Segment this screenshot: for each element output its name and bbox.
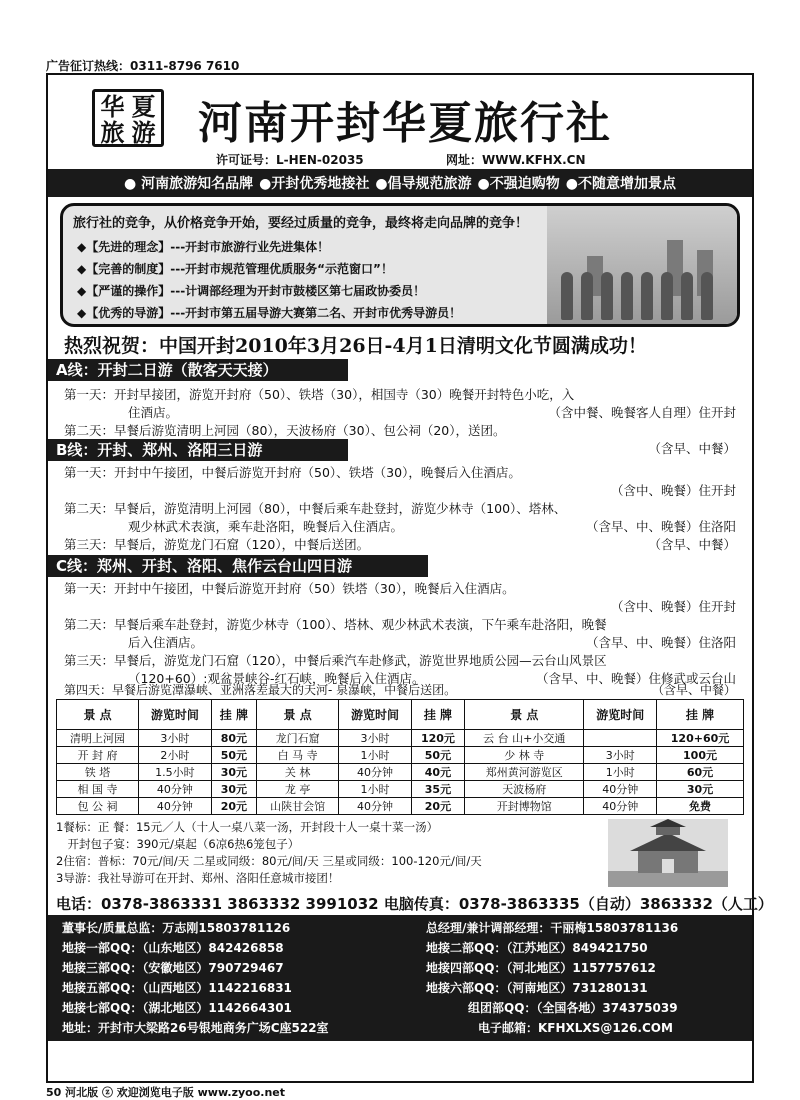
- table-header: 挂 牌: [411, 700, 464, 730]
- table-row: [57, 730, 744, 747]
- table-row: [57, 798, 744, 815]
- note-meals-cont: 开封包子宴：390元/桌起（6凉6热6笼包子）: [56, 837, 300, 851]
- route-b-day1: 第一天：开封中午接团，中餐后游览开封府（50）、铁塔（30），晚餐后入住酒店。: [64, 465, 521, 480]
- seal-char: 夏: [131, 92, 156, 121]
- table-cell: 40分钟: [339, 764, 412, 781]
- table-cell: 包 公 祠: [57, 798, 139, 815]
- route-c-day1-meals: （含中、晚餐）住开封: [610, 599, 736, 614]
- table-cell: 山陕甘会馆: [257, 798, 339, 815]
- seal-char: 旅: [100, 118, 125, 147]
- table-cell: 关 林: [257, 764, 339, 781]
- celebration-headline: 热烈祝贺：中国开封2010年3月26日-4月1日清明文化节圆满成功！: [64, 335, 647, 357]
- contact-left: 地接五部QQ：（山西地区）1142216831: [62, 981, 292, 995]
- agency-name: 河南开封华夏旅行社: [198, 98, 612, 149]
- table-cell: [584, 730, 657, 747]
- route-b-day3: 第三天：早餐后，游览龙门石窟（120），中餐后送团。: [64, 537, 370, 552]
- table-cell: 120元: [411, 730, 464, 747]
- header: [48, 75, 752, 167]
- table-header: 游览时间: [584, 700, 657, 730]
- route-b-title: B线：开封、郑州、洛阳三日游: [48, 439, 348, 461]
- motto: 旅行社的竞争，从价格竞争开始，要经过质量的竞争，最终将走向品牌的竞争！: [73, 216, 529, 231]
- table-cell: 1.5小时: [139, 764, 212, 781]
- advertisement: [46, 73, 773, 1083]
- route-a-day2-meals: （含早、中餐）: [648, 441, 736, 456]
- route-c-day3-cont: （120+60）:观盆景峡谷-红石峡，晚餐后入住酒店。: [128, 671, 425, 686]
- table-cell: 40分钟: [584, 781, 657, 798]
- table-header: 游览时间: [139, 700, 212, 730]
- page-footer: 50 河北版 ⓩ 欢迎浏览电子版 www.zyoo.net: [46, 1086, 286, 1099]
- table-header: 景 点: [257, 700, 339, 730]
- table-cell: 1小时: [339, 747, 412, 764]
- table-cell: 天波杨府: [465, 781, 584, 798]
- table-header: 挂 牌: [657, 700, 744, 730]
- feature-banner: [48, 169, 752, 197]
- table-header: 挂 牌: [211, 700, 256, 730]
- route-c-day2: 第二天：早餐后乘车赴登封，游览少林寺（100）、塔林、观少林武术表演，下午乘车赴洛阳，晚餐: [64, 617, 607, 632]
- table-cell: 30元: [657, 781, 744, 798]
- route-c-day2-cont: 后入住酒店。: [128, 635, 204, 650]
- table-cell: 50元: [411, 747, 464, 764]
- table-header-row: [57, 700, 744, 730]
- table-cell: 清明上河园: [57, 730, 139, 747]
- table-cell: 龙门石窟: [257, 730, 339, 747]
- feature: ●倡导规范旅游: [375, 176, 472, 192]
- table-cell: 40分钟: [139, 798, 212, 815]
- table-cell: 郑州黄河游览区: [465, 764, 584, 781]
- table-cell: 2小时: [139, 747, 212, 764]
- table-cell: 20元: [411, 798, 464, 815]
- table-cell: 20元: [211, 798, 256, 815]
- table-cell: 云 台 山+小交通: [465, 730, 584, 747]
- notes: [56, 819, 482, 887]
- table-header: 景 点: [57, 700, 139, 730]
- route-c-title: C线：郑州、开封、洛阳、焦作云台山四日游: [48, 555, 428, 577]
- honor-row: ◆【严谨的操作】---计调部经理为开封市鼓楼区第七届政协委员！: [77, 284, 426, 298]
- contact-left: 地接三部QQ：（安徽地区）790729467: [62, 961, 284, 975]
- table-cell: 相 国 寺: [57, 781, 139, 798]
- route-b-day2-meals: （含早、中、晚餐）住洛阳: [585, 519, 736, 534]
- license-number: 许可证号：L-HEN-02035: [216, 153, 364, 167]
- route-a-title: A线：开封二日游（散客天天接）: [48, 359, 348, 381]
- feature: ●开封优秀地接社: [259, 176, 370, 192]
- contact-left: 地接一部QQ：（山东地区）842426858: [62, 941, 284, 955]
- contact-right: 地接六部QQ：（河南地区）731280131: [426, 981, 648, 995]
- table-cell: 少 林 寺: [465, 747, 584, 764]
- contact-right: 组团部QQ：（全国各地）374375039: [468, 1001, 678, 1015]
- note-meals: 1餐标：正 餐：15元／人（十人一桌八菜一汤，开封段十人一桌十菜一汤）: [56, 820, 439, 834]
- route-a-day1-cont: 住酒店。: [128, 405, 179, 420]
- contact-left: 地接七部QQ：（湖北地区）1142664301: [62, 1001, 292, 1015]
- table-cell: 3小时: [339, 730, 412, 747]
- website[interactable]: 网址：WWW.KFHX.CN: [446, 153, 586, 167]
- table-header: 景 点: [465, 700, 584, 730]
- table-header: 游览时间: [339, 700, 412, 730]
- route-b-day2-cont: 观少林武术表演，乘车赴洛阳，晚餐后入住酒店。: [128, 519, 404, 534]
- table-cell: 40元: [411, 764, 464, 781]
- contact-right: 地接二部QQ：（江苏地区）849421750: [426, 941, 648, 955]
- attractions-table: [56, 699, 744, 815]
- table-row: [57, 781, 744, 798]
- table-cell: 3小时: [584, 747, 657, 764]
- table-cell: 80元: [211, 730, 256, 747]
- route-a-day2: 第二天：早餐后游览清明上河园（80），天波杨府（30）、包公祠（20），送团。: [64, 423, 506, 438]
- note-lodging: 2住宿：普标：70元/间/天 二星或同级：80元/间/天 三星或同级：100-120元/间/天: [56, 854, 482, 868]
- table-cell: 白 马 寺: [257, 747, 339, 764]
- table-row: [57, 764, 744, 781]
- honor-row: ◆【优秀的导游】---开封市第五届导游大赛第二名、开封市优秀导游员！: [77, 306, 462, 320]
- note-guide: 3导游：我社导游可在开封、郑州、洛阳任意城市接团！: [56, 871, 340, 885]
- honor-row: ◆【完善的制度】---开封市规范管理优质服务“示范窗口”！: [77, 262, 393, 276]
- table-cell: 120+60元: [657, 730, 744, 747]
- table-cell: 40分钟: [139, 781, 212, 798]
- route-a-day1: 第一天：开封早接团，游览开封府（50）、铁塔（30），相国寺（30）晚餐开封特色小吃，入: [64, 387, 575, 402]
- feature: ●不随意增加景点: [565, 176, 676, 192]
- route-b-day1-meals: （含中、晚餐）住开封: [610, 483, 736, 498]
- table-cell: 龙 亭: [257, 781, 339, 798]
- table-cell: 3小时: [139, 730, 212, 747]
- staff-photo: [547, 206, 737, 326]
- phone-fax: 电话：0378-3863331 3863332 3991032 电脑传真：0378-3863335（自动）3863332（人工）: [56, 895, 773, 913]
- table-cell: 1小时: [339, 781, 412, 798]
- contact-left: 董事长/质量总监：万志刚15803781126: [62, 921, 291, 935]
- contact-right: 地接四部QQ：（河北地区）1157757612: [426, 961, 656, 975]
- route-c-day3-meals: （含早、中、晚餐）住修武或云台山: [535, 671, 736, 686]
- contact-block: [48, 915, 752, 1041]
- table-cell: 30元: [211, 764, 256, 781]
- table-cell: 30元: [211, 781, 256, 798]
- route-a-day1-meals: （含中餐、晚餐客人自理）住开封: [548, 405, 736, 420]
- route-b-day3-meals: （含早、中餐）: [648, 537, 736, 552]
- seal-logo-icon: [92, 89, 164, 147]
- address: 地址：开封市大梁路26号银地商务广场C座522室: [62, 1021, 329, 1035]
- feature: ● 河南旅游知名品牌: [124, 176, 254, 192]
- seal-char: 游: [131, 118, 156, 147]
- seal-char: 华: [100, 92, 125, 121]
- table-cell: 35元: [411, 781, 464, 798]
- honors-panel: [60, 203, 740, 327]
- ad-hotline: 广告征订热线：0311-8796 7610: [46, 59, 240, 73]
- route-c-day1: 第一天：开封中午接团，中餐后游览开封府（50）铁塔（30），晚餐后入住酒店。: [64, 581, 515, 596]
- table-cell: 60元: [657, 764, 744, 781]
- route-b-day2: 第二天：早餐后，游览清明上河园（80），中餐后乘车赴登封，游览少林寺（100）、塔林、: [64, 501, 567, 516]
- table-cell: 开封博物馆: [465, 798, 584, 815]
- tower-illustration: [608, 819, 728, 887]
- honor-row: ◆【先进的理念】---开封市旅游行业先进集体！: [77, 240, 330, 254]
- table-cell: 40分钟: [584, 798, 657, 815]
- table-cell: 1小时: [584, 764, 657, 781]
- route-c-day2-meals: （含早、中、晚餐）住洛阳: [585, 635, 736, 650]
- table-cell: 开 封 府: [57, 747, 139, 764]
- table-cell: 100元: [657, 747, 744, 764]
- route-c-day4: 第四天：早餐后游览潭瀑峡、亚洲落差最大的天河- 泉瀑峡，中餐后送团。: [64, 683, 457, 697]
- table-row: [57, 747, 744, 764]
- table-cell: 50元: [211, 747, 256, 764]
- table-cell: 免费: [657, 798, 744, 815]
- table-cell: 铁 塔: [57, 764, 139, 781]
- route-c-day4-meals: （含早、中餐）: [651, 683, 736, 697]
- contact-right: 总经理/兼计调部经理：干丽梅15803781136: [426, 921, 679, 935]
- table-cell: 40分钟: [339, 798, 412, 815]
- feature: ●不强迫购物: [477, 176, 560, 192]
- email[interactable]: 电子邮箱：KFHXLXS@126.COM: [478, 1021, 673, 1035]
- route-c-day3: 第三天：早餐后，游览龙门石窟（120），中餐后乘汽车赴修武，游览世界地质公园—云台山风景区: [64, 653, 607, 668]
